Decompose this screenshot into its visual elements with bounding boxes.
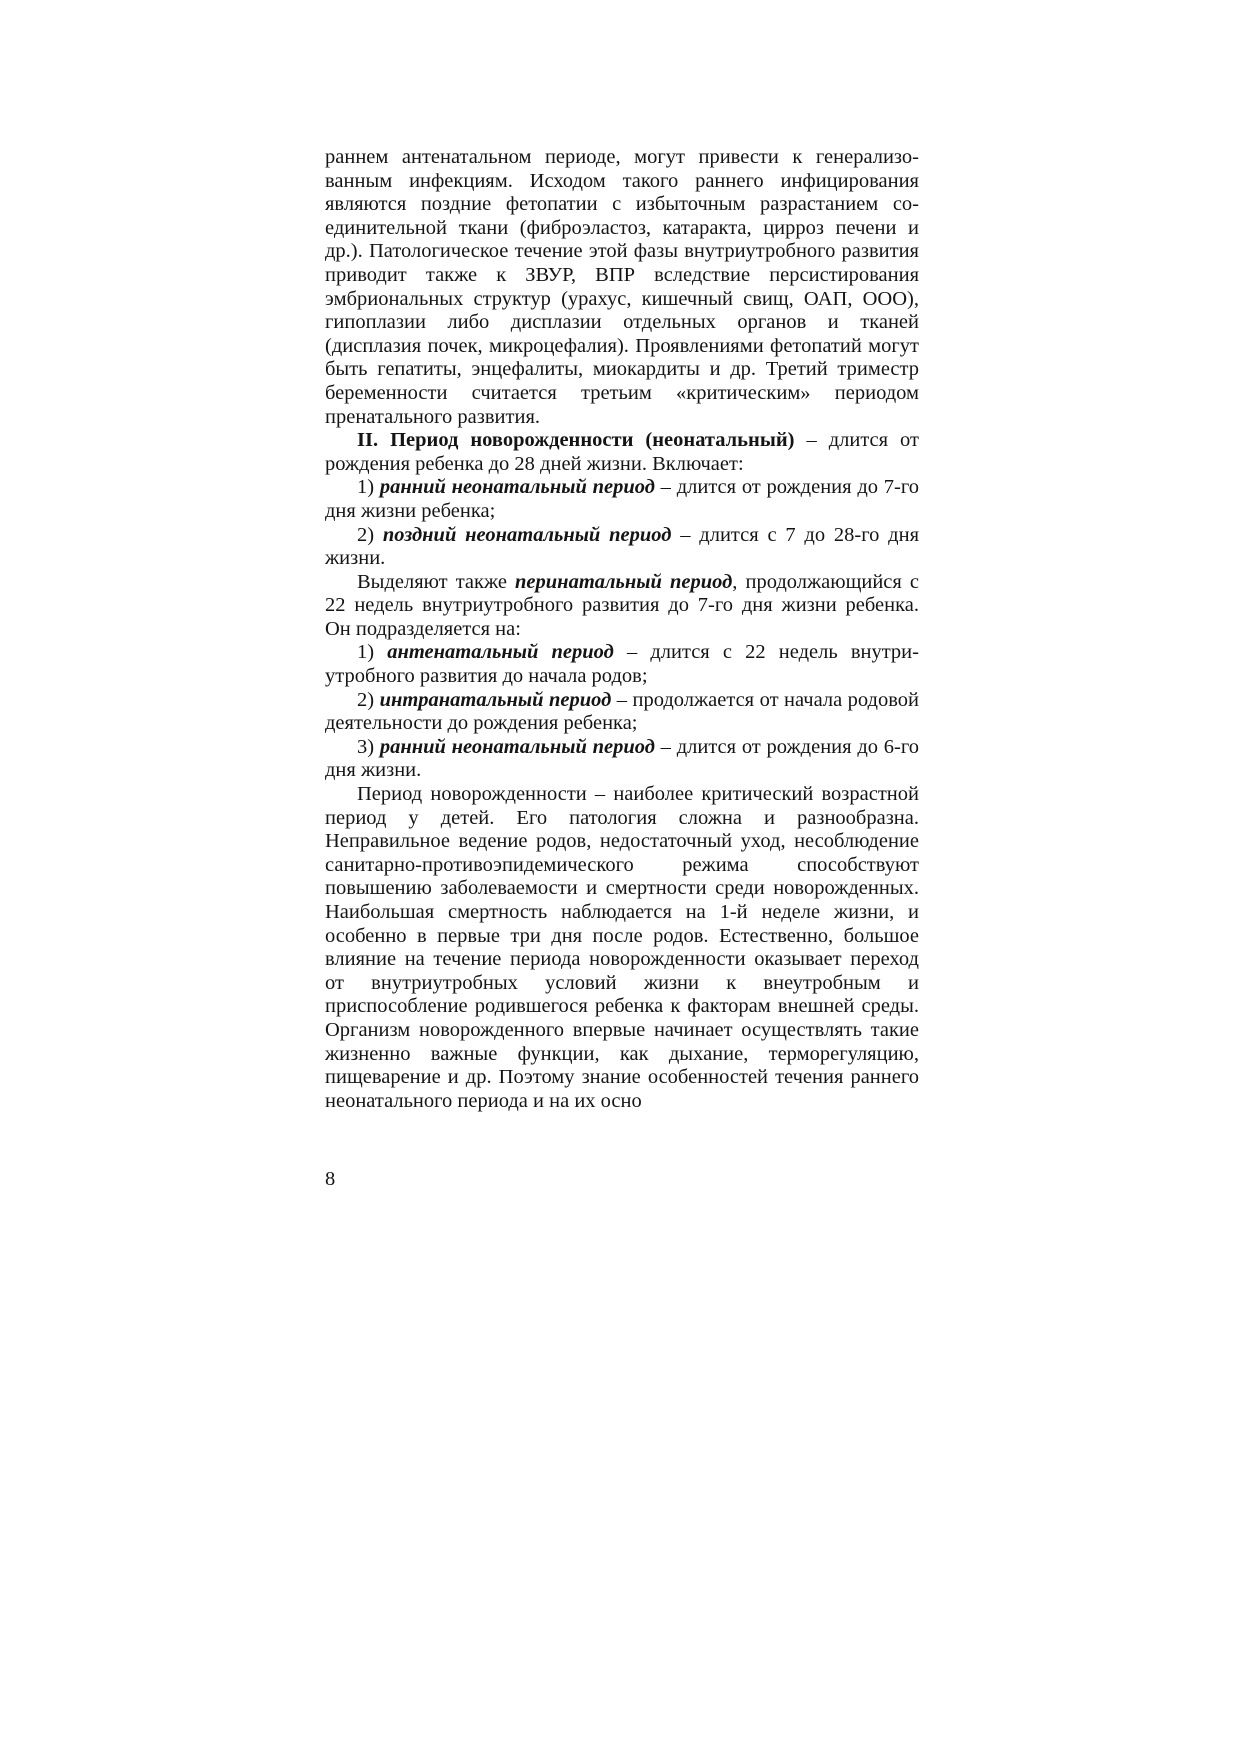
emphasized-term: ранний неонатальный период: [379, 476, 655, 499]
emphasized-term: перинатальный период: [515, 570, 733, 593]
paragraph-text: , продолжающийся с 22 недель внутриутробного развития до 7-го дня жизни ребенка. Он подразделяется на:: [325, 570, 919, 640]
paragraph-text: – длится от рождения до 6-го дня жизни.: [325, 735, 919, 782]
paragraph-text: Выделяют также: [357, 570, 516, 593]
paragraph: [325, 736, 919, 783]
paragraph-text: – длится с 22 недель внутриутробного развития до начала родов;: [325, 641, 919, 688]
emphasized-term: поздний неонатальный период: [382, 523, 672, 546]
paragraph-text: – длится с 7 до 28-го дня жизни.: [325, 523, 920, 570]
paragraph: [325, 524, 919, 571]
paragraph: [325, 146, 919, 429]
paragraph-text: Период новорожденности – наиболее критический возрастной период у детей. Его патология сложна и разнообразна. Неправильное ведение родов, недостаточный уход, несоблюдение санитарно-противоэпидемического режима способствуют повышению заболеваемости и смертности среди новорожденных. Наибольшая смертность наблюдается на 1-й неделе жизни, и особенно в первые три дня после родов. Естественно, большое влияние на течение периода новорожденности оказывает переход от внутриутробных условий жизни к внеутробным и приспособление родившегося ребенка к факторам внешней среды. Организм новорожденного впервые начинает осуществлять такие жизненно важные функции, как дыхание, терморегуляцию, пищеварение и др. Поэтому знание особенностей течения раннего неонатального периода и на их осно: [325, 783, 919, 1112]
page-number: 8: [325, 1168, 336, 1190]
paragraph-text: 2): [357, 523, 383, 546]
page-body-text: [325, 146, 919, 1113]
emphasized-term: интранатальный период: [379, 688, 612, 711]
paragraph-text: – продолжается от начала родовой деятельности до рождения ребенка;: [325, 688, 919, 735]
paragraph-text: 1): [357, 641, 388, 664]
paragraph: [325, 783, 919, 1113]
paragraph-text: 3): [357, 735, 380, 758]
paragraph-text: раннем антенатальном периоде, могут привести к генерализованным инфекциям. Исходом такого раннего инфицирования являются поздние фетопатии с избыточным разрастанием соединительной ткани (фиброэластоз, катаракта, цирроз печени и др.). Патологическое течение этой фазы внутриутробного развития приводит также к ЗВУР, ВПР вследствие персистирования эмбриональных структур (урахус, кишечный свищ, ОАП, ООО), гипоплазии либо дисплазии отдельных органов и тканей (дисплазия почек, микроцефалия). Проявлениями фетопатий могут быть гепатиты, энцефалиты, миокардиты и др. Третий триместр беременности считается третьим «критическим» периодом пренатального развития.: [325, 146, 919, 428]
paragraph: [325, 689, 919, 736]
paragraph: [325, 641, 919, 688]
emphasized-term: ранний неонатальный период: [379, 735, 655, 758]
emphasized-term: антенатальный период: [387, 641, 614, 664]
paragraph: [325, 571, 919, 642]
paragraph-text: – длится от рождения ребенка до 28 дней жизни. Включает:: [325, 429, 919, 475]
bold-heading-text: II. Период новорожденности (неонатальный): [357, 429, 795, 452]
paragraph-text: 2): [357, 688, 380, 711]
paragraph-text: – длится от рождения до 7-го дня жизни ребенка;: [325, 476, 919, 522]
paragraph-text: 1): [357, 476, 380, 499]
paragraph: [325, 429, 919, 476]
paragraph: [325, 476, 919, 523]
